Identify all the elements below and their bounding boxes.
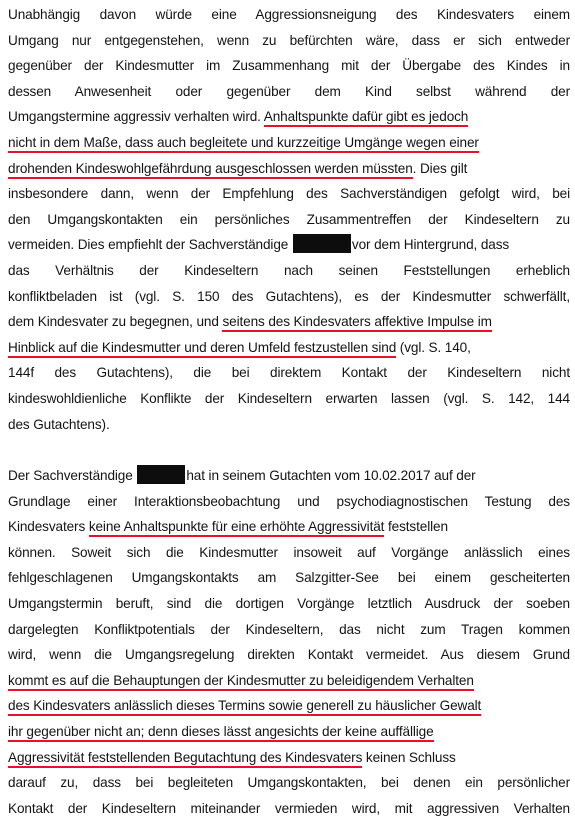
red-underline-highlight: Hinblick auf die Kindesmutter und deren Umfeld festzustellen sind [8, 340, 396, 358]
text-run: vor dem Hintergrund, dass [351, 237, 510, 253]
text-run: können. Soweit sich die Kindesmutter insoweit auf Vorgänge anlässlich eines [8, 544, 570, 560]
text-line [8, 386, 570, 412]
text-run: des Gutachtens). [8, 416, 110, 432]
text-line [8, 53, 570, 79]
text-line [8, 591, 570, 617]
text-run: Der Sachverständige [8, 468, 133, 483]
paragraph-2 [8, 463, 570, 821]
text-line [8, 104, 570, 130]
red-underline-highlight: des Kindesvaters anlässlich dieses Termins sowie generell zu häuslicher Gewalt [8, 698, 481, 716]
text-run: keinen Schluss [362, 749, 456, 765]
text-run: wird, wenn die Umgangsregelung direkten Kontakt vermeidet. Aus diesem Grund [8, 647, 570, 663]
text-line [8, 130, 570, 156]
text-line [8, 2, 570, 28]
text-line [8, 309, 570, 335]
text-line [8, 156, 570, 182]
text-run: hat in seinem Gutachten vom 10.02.2017 auf der [186, 468, 476, 483]
paragraph-1 [8, 2, 570, 437]
text-line [8, 360, 570, 386]
text-run: vermeiden. Dies empfiehlt der Sachverständige [8, 237, 289, 253]
text-line [8, 207, 570, 233]
text-run: Kindesvaters [8, 519, 89, 535]
text-run: Grundlage einer Interaktionsbeobachtung und psychodiagnostischen Testung des [8, 493, 570, 509]
text-line [8, 412, 570, 438]
redaction-box [137, 465, 185, 484]
text-run: dargelegten Konfliktpotentials der Kindeseltern, das nicht zum Tragen kommen [8, 621, 570, 637]
text-line [8, 745, 570, 771]
text-line [8, 28, 570, 54]
text-line [8, 258, 570, 284]
text-run: (vgl. S. 140, [396, 339, 471, 355]
red-underline-highlight: drohenden Kindeswohlgefährdung ausgeschlossen werden müssten [8, 161, 413, 179]
text-run: Kontakt der Kindeseltern miteinander vermieden wird, mit aggressiven Verhalten [8, 800, 570, 816]
redaction-box [293, 234, 351, 253]
text-run: . Dies gilt [412, 160, 468, 176]
text-line [8, 79, 570, 105]
text-run: den Umgangskontakten ein persönliches Zusammentreffen der Kindeseltern zu [8, 211, 570, 227]
text-line [8, 181, 570, 207]
red-underline-highlight: keine Anhaltspunkte für eine erhöhte Aggressivität [89, 519, 385, 537]
text-line [8, 540, 570, 566]
text-line [8, 232, 570, 258]
text-line [8, 796, 570, 822]
red-underline-highlight: nicht in dem Maße, dass auch begleitete und kurzzeitige Umgänge wegen einer [8, 135, 479, 153]
text-line [8, 565, 570, 591]
red-underline-highlight: kommt es auf die Behauptungen der Kindesmutter zu beleidigendem Verhalten [8, 673, 474, 691]
text-run: dem Kindesvater zu begegnen, und [8, 314, 223, 330]
text-line [8, 284, 570, 310]
text-run: konfliktbeladen ist (vgl. S. 150 des Gutachtens), es der Kindesmutter schwerfällt, [8, 288, 570, 304]
text-run: kindeswohldienliche Konflikte der Kindeseltern erwarten lassen (vgl. S. 142, 144 [8, 390, 570, 406]
text-run: dessen Anwesenheit oder gegenüber dem Kind selbst während der [8, 83, 570, 99]
text-run: das Verhältnis der Kindeseltern nach seinen Feststellungen erheblich [8, 262, 570, 278]
text-run: gegenüber der Kindesmutter im Zusammenhang mit der Übergabe des Kindes in [8, 58, 570, 74]
red-underline-highlight: Anhaltspunkte dafür gibt es jedoch [264, 109, 469, 127]
text-line [8, 489, 570, 515]
text-line [8, 719, 570, 745]
text-run: 144f des Gutachtens), die bei direktem Kontakt der Kindeseltern nicht [8, 365, 570, 381]
text-line [8, 770, 570, 796]
text-run: Umgang nur entgegenstehen, wenn zu befürchten wäre, dass er sich entweder [8, 32, 570, 48]
text-run: insbesondere dann, wenn der Empfehlung des Sachverständigen gefolgt wird, bei [8, 186, 570, 202]
text-run: feststellen [384, 519, 448, 535]
red-underline-highlight: seitens des Kindesvaters affektive Impulse im [222, 314, 491, 332]
red-underline-highlight: Aggressivität feststellenden Begutachtung des Kindesvaters [8, 750, 362, 768]
text-run: Umgangstermin beruft, sind die dortigen Vorgänge letztlich Ausdruck der soeben [8, 595, 570, 611]
text-line [8, 668, 570, 694]
text-run: fehlgeschlagenen Umgangskontakts am Salzgitter-See bei einem gescheiterten [8, 570, 570, 586]
text-line [8, 463, 570, 489]
text-line [8, 642, 570, 668]
text-run: Unabhängig davon würde eine Aggressionsneigung des Kindesvaters einem [8, 7, 570, 22]
text-run: Umgangstermine aggressiv verhalten wird. [8, 109, 264, 125]
text-run: darauf zu, dass bei begleiteten Umgangskontakten, bei denen ein persönlicher [8, 775, 570, 791]
text-line [8, 617, 570, 643]
text-line [8, 335, 570, 361]
red-underline-highlight: ihr gegenüber nicht an; denn dieses lässt angesichts der keine auffällige [8, 724, 434, 742]
text-line [8, 693, 570, 719]
text-line [8, 514, 570, 540]
